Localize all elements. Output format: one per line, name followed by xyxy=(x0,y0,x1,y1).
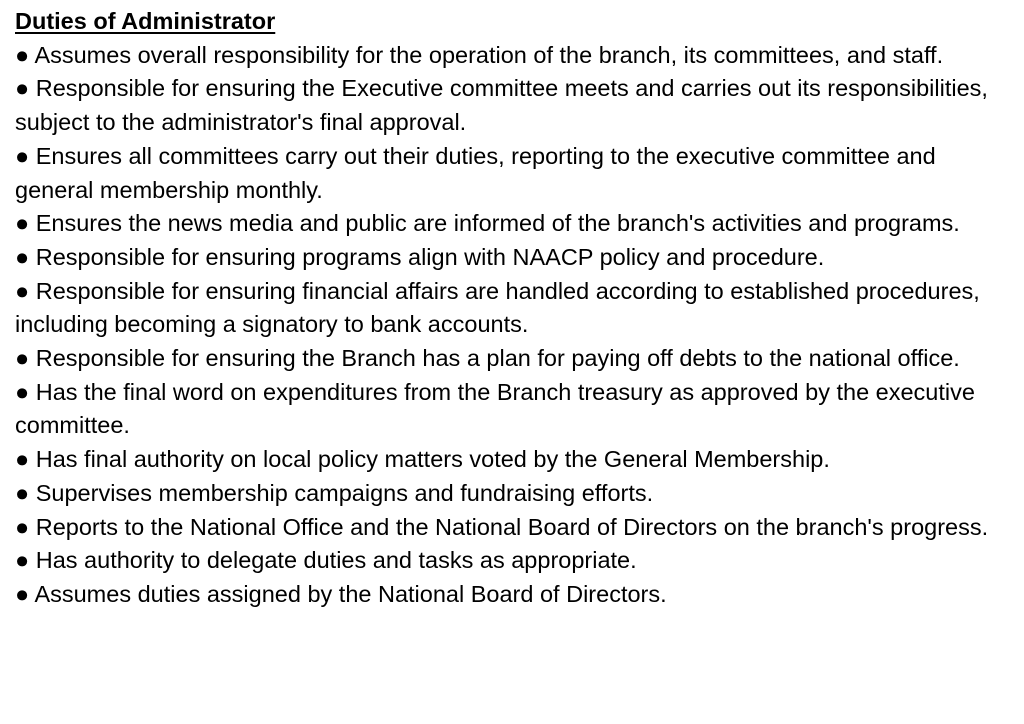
bullet: ● xyxy=(15,446,30,473)
bullet: ● xyxy=(15,479,30,506)
bullet: ● xyxy=(15,243,30,270)
duty-text: Assumes duties assigned by the National Board of Directors. xyxy=(34,580,667,607)
bullet: ● xyxy=(15,142,30,169)
duty-text: Has final authority on local policy matters voted by the General Membership. xyxy=(35,446,830,473)
duty-item xyxy=(15,342,1020,376)
duty-item xyxy=(15,39,1020,73)
duty-text: Responsible for ensuring the Branch has a plan for paying off debts to the national office. xyxy=(35,345,960,372)
bullet: ● xyxy=(15,547,30,574)
bullet: ● xyxy=(15,41,30,68)
bullet: ● xyxy=(15,513,30,540)
duty-text: Supervises membership campaigns and fundraising efforts. xyxy=(35,479,654,506)
duty-item xyxy=(15,207,1020,241)
duties-list xyxy=(15,39,1020,612)
duty-item xyxy=(15,544,1020,578)
duty-text: Has authority to delegate duties and tasks as appropriate. xyxy=(35,547,637,574)
bullet: ● xyxy=(15,210,30,237)
duty-text: Responsible for ensuring financial affairs are handled according to established procedures, including becoming a signatory to bank accounts. xyxy=(15,277,980,338)
duty-text: Ensures all committees carry out their duties, reporting to the executive committee and general membership monthly. xyxy=(15,142,936,203)
bullet: ● xyxy=(15,378,30,405)
bullet: ● xyxy=(15,75,30,102)
duty-text: Has the final word on expenditures from the Branch treasury as approved by the executive committee. xyxy=(15,378,975,439)
duty-item xyxy=(15,275,1020,342)
duty-item xyxy=(15,72,1020,139)
duty-item xyxy=(15,376,1020,443)
duty-text: Assumes overall responsibility for the operation of the branch, its committees, and staff. xyxy=(34,41,944,68)
duty-item xyxy=(15,140,1020,207)
document-title: Duties of Administrator xyxy=(15,8,276,34)
duty-item xyxy=(15,578,1020,612)
duty-text: Responsible for ensuring programs align with NAACP policy and procedure. xyxy=(35,243,825,270)
duty-text: Responsible for ensuring the Executive committee meets and carries out its responsibilities, subject to the administrator's final approval. xyxy=(15,75,988,136)
document xyxy=(15,5,1020,612)
duty-item xyxy=(15,241,1020,275)
duty-item xyxy=(15,477,1020,511)
bullet: ● xyxy=(15,580,30,607)
duty-text: Reports to the National Office and the National Board of Directors on the branch's progress. xyxy=(35,513,989,540)
duty-item xyxy=(15,443,1020,477)
bullet: ● xyxy=(15,277,30,304)
duty-text: Ensures the news media and public are informed of the branch's activities and programs. xyxy=(35,210,960,237)
duty-item xyxy=(15,511,1020,545)
bullet: ● xyxy=(15,345,30,372)
